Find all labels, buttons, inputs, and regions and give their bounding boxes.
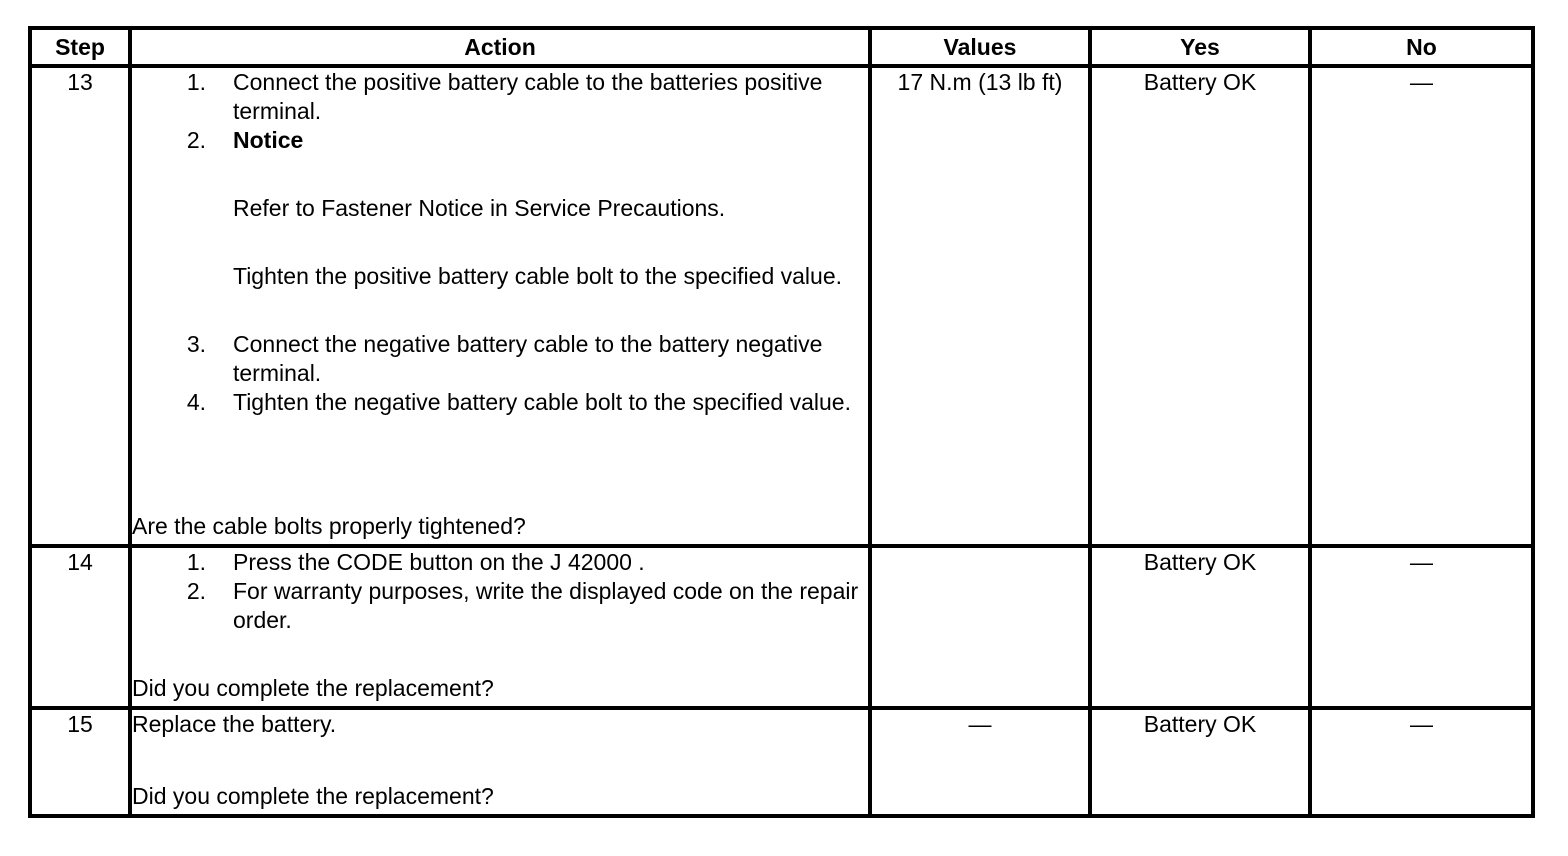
header-yes: Yes xyxy=(1090,28,1310,66)
step-number: 14 xyxy=(30,546,130,708)
header-step: Step xyxy=(30,28,130,66)
list-item: 2. For warranty purposes, write the displayed code on the repair order. xyxy=(186,578,859,633)
question-text: Did you complete the replacement? xyxy=(132,675,494,701)
table-row xyxy=(30,66,1533,546)
question-text: Did you complete the replacement? xyxy=(132,783,494,809)
header-action: Action xyxy=(130,28,870,66)
header-values: Values xyxy=(870,28,1090,66)
step-number: 13 xyxy=(30,66,130,546)
yes-cell: Battery OK xyxy=(1090,546,1310,708)
table-row xyxy=(30,546,1533,708)
no-cell: — xyxy=(1310,546,1533,708)
yes-cell: Battery OK xyxy=(1090,66,1310,546)
step-number: 15 xyxy=(30,708,130,816)
no-cell: — xyxy=(1310,66,1533,546)
diagnostic-table xyxy=(28,26,1535,818)
notice-title: Notice xyxy=(233,127,304,153)
list-item: 4. Tighten the negative battery cable bolt to the specified value. xyxy=(186,389,851,415)
header-no: No xyxy=(1310,28,1533,66)
action-cell xyxy=(130,66,870,546)
list-item: 1. Press the CODE button on the J 42000 . xyxy=(186,549,645,575)
no-cell: — xyxy=(1310,708,1533,816)
action-cell xyxy=(130,708,870,816)
list-item: 3. Connect the negative battery cable to the battery negative terminal. xyxy=(186,331,823,386)
values-cell: 17 N.m (13 lb ft) xyxy=(870,66,1090,546)
question-text: Are the cable bolts properly tightened? xyxy=(132,513,526,539)
yes-cell: Battery OK xyxy=(1090,708,1310,816)
table-row xyxy=(30,708,1533,816)
list-item-detail: Tighten the positive battery cable bolt to the specified value. xyxy=(233,263,843,289)
header-row xyxy=(30,28,1533,66)
notice-text: Refer to Fastener Notice in Service Precautions. xyxy=(233,195,726,221)
values-cell: — xyxy=(870,708,1090,816)
values-cell xyxy=(870,546,1090,708)
list-item: 1. Connect the positive battery cable to the batteries positive terminal. xyxy=(186,69,823,124)
action-cell xyxy=(130,546,870,708)
action-text: Replace the battery. xyxy=(132,711,337,737)
list-item: 2. Notice xyxy=(132,126,868,155)
